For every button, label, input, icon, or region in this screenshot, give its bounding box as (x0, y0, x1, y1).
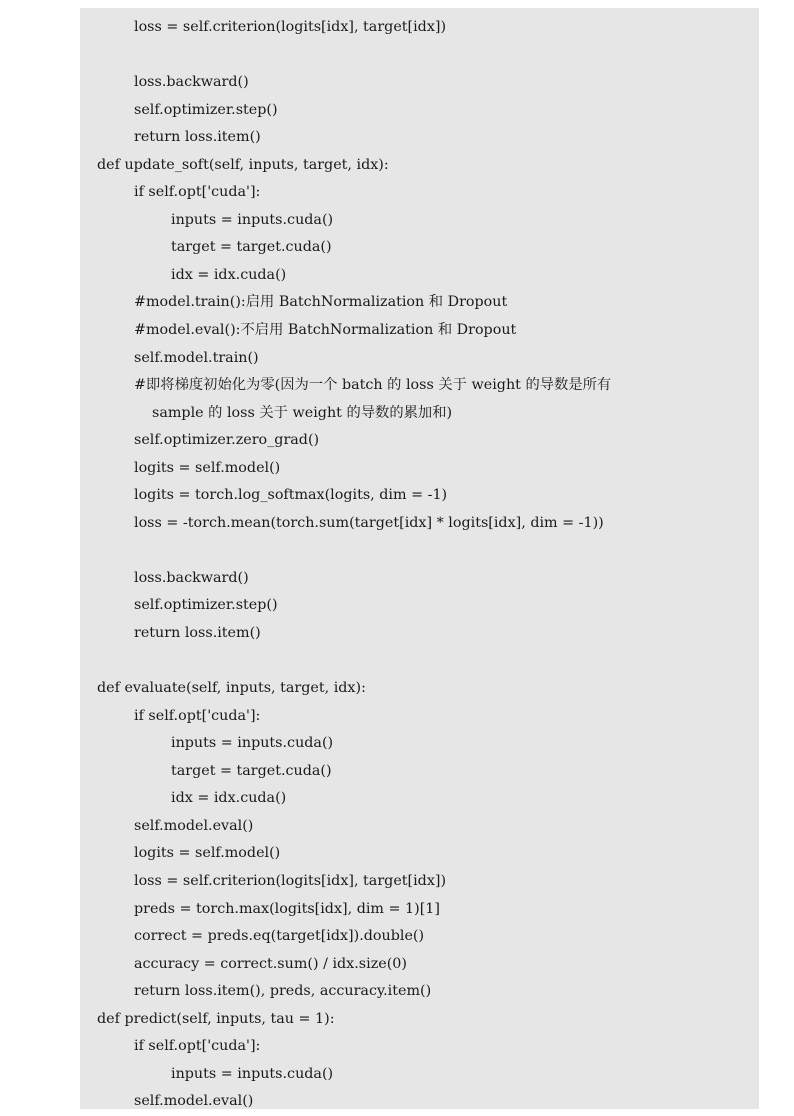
code-line: target = target.cuda() (171, 239, 332, 256)
code-lines (80, 14, 611, 1116)
code-line: self.optimizer.step() (134, 101, 278, 118)
blank-line (80, 537, 611, 565)
code-block (80, 8, 759, 1109)
code-line: #model.eval():不启用 BatchNormalization 和 Dropout (134, 322, 517, 339)
code-line: #model.train():启用 BatchNormalization 和 Dropout (134, 294, 508, 311)
code-line: def evaluate(self, inputs, target, idx): (97, 680, 366, 697)
code-line: loss.backward() (134, 74, 249, 91)
code-line: self.optimizer.step() (134, 597, 278, 614)
code-line: #即将梯度初始化为零(因为一个 batch 的 loss 关于 weight 的导数是所有 (134, 377, 612, 394)
code-line: sample 的 loss 关于 weight 的导数的累加和) (152, 404, 453, 421)
code-line: logits = self.model() (134, 459, 281, 476)
code-line: self.model.eval() (134, 1093, 254, 1110)
code-line: target = target.cuda() (171, 762, 332, 779)
code-line: logits = self.model() (134, 845, 281, 862)
code-line: return loss.item(), preds, accuracy.item() (134, 983, 432, 1000)
code-line: if self.opt['cuda']: (134, 707, 261, 724)
code-line: return loss.item() (134, 129, 261, 146)
code-line: loss = -torch.mean(torch.sum(target[idx] * logits[idx], dim = -1)) (134, 514, 604, 531)
code-line: loss = self.criterion(logits[idx], target[idx]) (134, 19, 447, 35)
blank-line (80, 648, 611, 676)
code-line: inputs = inputs.cuda() (171, 735, 334, 752)
code-line: idx = idx.cuda() (171, 790, 287, 807)
code-line: idx = idx.cuda() (171, 266, 287, 283)
code-line: accuracy = correct.sum() / idx.size(0) (134, 955, 407, 972)
code-line: return loss.item() (134, 625, 261, 642)
code-line: correct = preds.eq(target[idx]).double() (134, 928, 425, 945)
code-line: self.optimizer.zero_grad() (134, 432, 320, 449)
code-line: inputs = inputs.cuda() (171, 211, 334, 228)
code-line: self.model.train() (134, 349, 259, 366)
code-line: logits = torch.log_softmax(logits, dim = -1) (134, 487, 448, 504)
code-line: loss.backward() (134, 569, 249, 586)
code-line: inputs = inputs.cuda() (171, 1065, 334, 1082)
code-line: if self.opt['cuda']: (134, 184, 261, 201)
code-line: preds = torch.max(logits[idx], dim = 1)[1] (134, 900, 440, 917)
blank-line (80, 42, 611, 70)
code-line: def update_soft(self, inputs, target, idx): (97, 156, 389, 173)
code-line: if self.opt['cuda']: (134, 1038, 261, 1055)
code-line: loss = self.criterion(logits[idx], target[idx]) (134, 872, 447, 889)
code-line: def predict(self, inputs, tau = 1): (97, 1010, 335, 1027)
code-line: self.model.eval() (134, 817, 254, 834)
